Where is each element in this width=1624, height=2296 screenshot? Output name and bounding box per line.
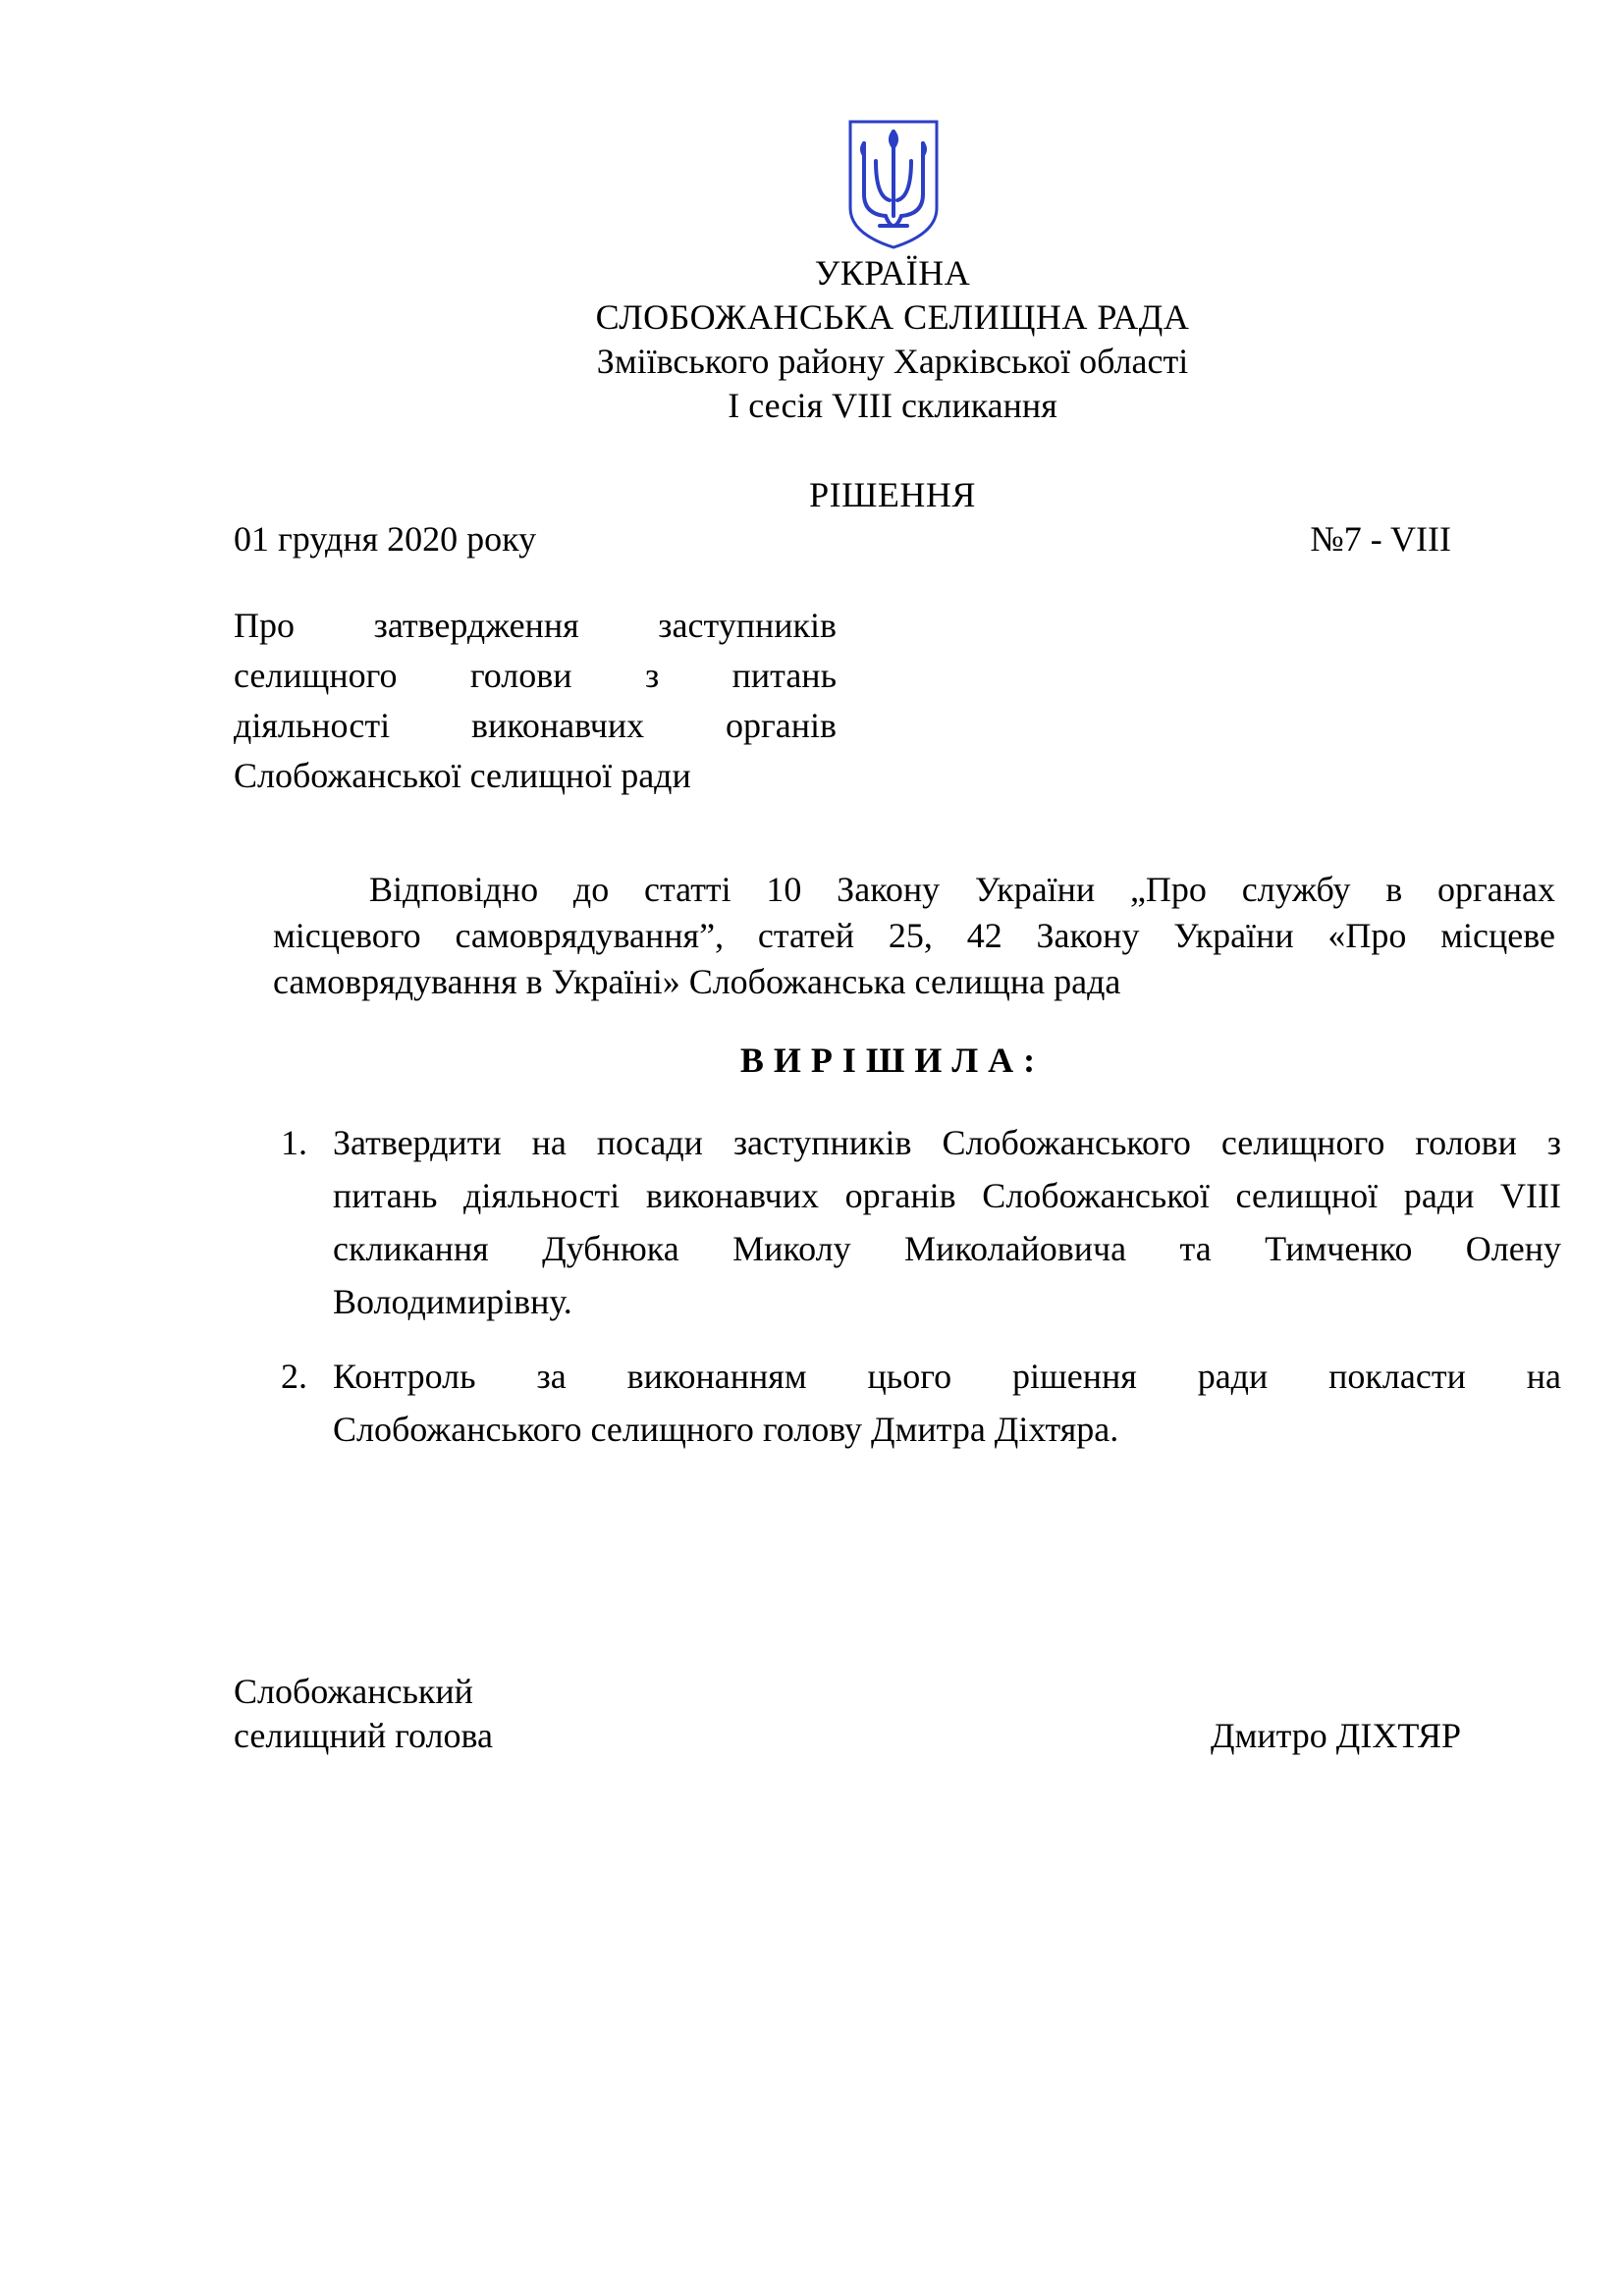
header-session: І сесія VIII скликання [728,386,1057,425]
header-district: Зміївського району Харківської області [596,342,1189,381]
preamble-line: Відповідно до статті 10 Закону України „Про службу в органах [369,870,1555,909]
document-number: №7 - VIII [1310,519,1451,559]
item-line: питань діяльності виконавчих органів Слобожанської селищної ради VIII [333,1176,1561,1215]
document-type-title: РІШЕННЯ [809,475,976,514]
document-date: 01 грудня 2020 року [234,519,537,559]
item-line: Затвердити на посади заступників Слобожанського селищного голови з [333,1123,1561,1162]
preamble-line: місцевого самоврядування”, статей 25, 42 Закону України «Про місцеве [273,916,1555,955]
subject-line: селищного голови з питань [234,656,837,695]
subject-line: діяльності виконавчих органів [234,706,837,745]
subject-line: Про затвердження заступників [234,606,837,645]
resolved-heading: ВИРІШИЛА: [739,1041,1046,1080]
item-number: 2. [281,1357,307,1396]
item-line: Володимирівну. [333,1282,572,1321]
trident-coat-of-arms-icon [846,118,941,251]
signatory-title-line: селищний голова [234,1716,494,1755]
item-line: Контроль за виконанням цього рішення ради покласти на [333,1357,1561,1396]
item-line: скликання Дубнюка Миколу Миколайовича та Тимченко Олену [333,1229,1561,1268]
subject-line: Слобожанської селищної ради [234,756,691,795]
header-country: УКРАЇНА [814,253,971,293]
preamble-paragraph [273,867,1555,1005]
item-text [333,1116,1561,1328]
item-text [333,1350,1561,1456]
header-council: СЛОБОЖАНСЬКА СЕЛИЩНА РАДА [595,297,1190,337]
item-number: 1. [281,1123,307,1162]
preamble-line: самоврядування в Україні» Слобожанська селищна рада [273,962,1121,1001]
signatory-name: Дмитро ДІХТЯР [1211,1716,1461,1755]
item-line: Слобожанського селищного голову Дмитра Діхтяра. [333,1410,1119,1449]
signatory-title-line: Слобожанський [234,1672,473,1711]
signatory-title [234,1670,493,1758]
document-subject [234,601,837,801]
